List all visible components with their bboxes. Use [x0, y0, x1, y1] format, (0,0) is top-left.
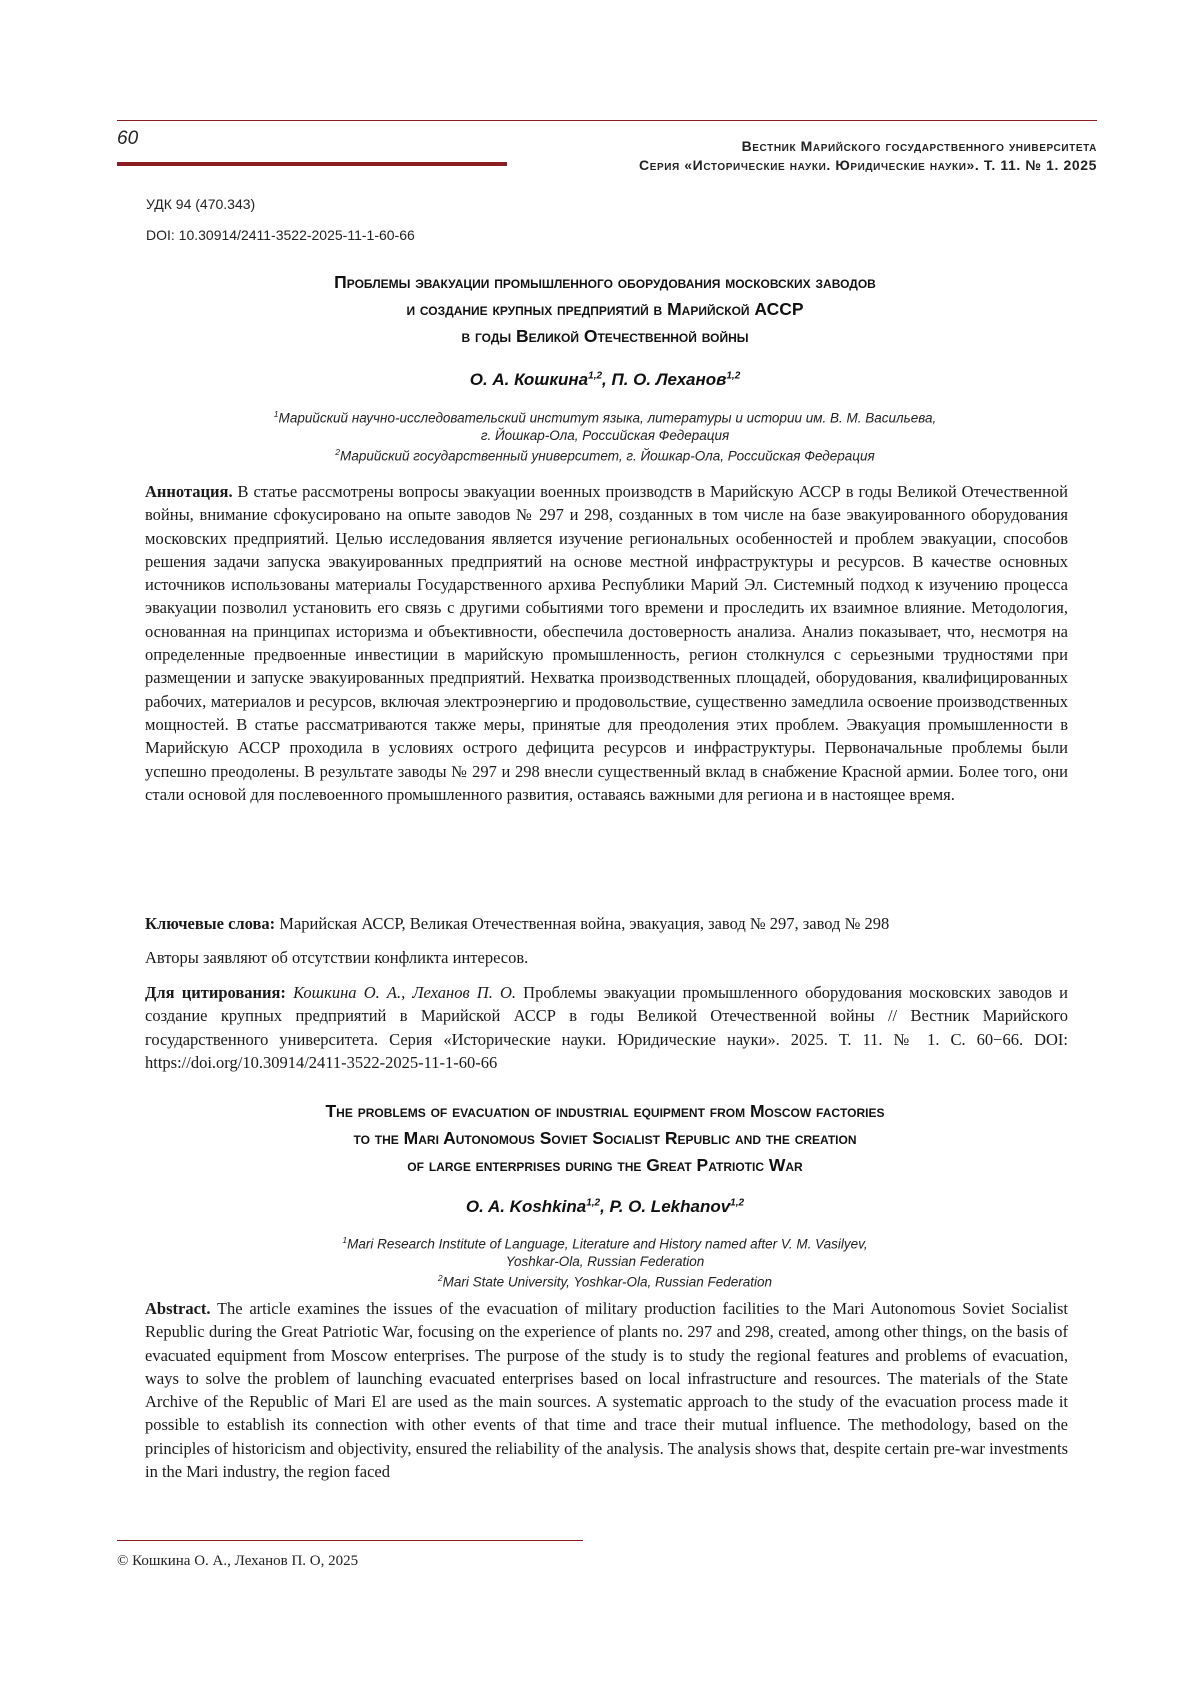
keywords-ru: [145, 912, 1068, 935]
conflict-of-interest: Авторы заявляют об отсутствии конфликта интересов.: [145, 948, 529, 967]
abstract-en: [145, 1297, 1068, 1483]
article-title-ru: [120, 269, 1090, 350]
title-line: of large enterprises during the Great Patriotic War: [407, 1155, 803, 1175]
affiliation-line: г. Йошкар-Ола, Российская Федерация: [480, 427, 730, 443]
affiliation-line: Mari State University, Yoshkar-Ola, Russian Federation: [442, 1274, 773, 1289]
author-name: O. A. Koshkina: [465, 1197, 587, 1216]
affiliations-ru: [150, 406, 1060, 464]
authors-en: [120, 1197, 1090, 1217]
title-line: to the Mari Autonomous Soviet Socialist Republic and the creation: [353, 1128, 857, 1148]
doi[interactable]: DOI: 10.30914/2411-3522-2025-11-1-60-66: [146, 227, 415, 243]
citation: [145, 981, 1068, 1074]
author-name: П. О. Леханов: [611, 370, 727, 389]
journal-name: Вестник Марийского государственного университета: [741, 138, 1097, 154]
keywords-text: Марийская АССР, Великая Отечественная война, эвакуация, завод № 297, завод № 298: [275, 914, 890, 933]
title-line: и создание крупных предприятий в Марийской АССР: [406, 299, 804, 319]
journal-header: [639, 137, 1097, 175]
abstract-ru: [145, 480, 1068, 806]
title-line: The problems of evacuation of industrial equipment from Moscow factories: [325, 1101, 885, 1121]
author-affiliation-marker: 1,2: [726, 370, 741, 382]
citation-text: Проблемы эвакуации промышленного оборудования московских заводов и создание крупных предприятий в Марийской АССР в годы Великой Отечественной войны // Вестник Марийского государственного университета. Серия «Исторические науки. Юридические науки». 2025. Т. 11. № 1. С. 60−66. DOI: https://doi.org/10.30914/2411-3522-2025-11-1-60-66: [145, 983, 1068, 1072]
affiliation-line: Марийский государственный университет, г. Йошкар-Ола, Российская Федерация: [339, 448, 875, 463]
footnote-rule: [117, 1540, 583, 1541]
affiliation-marker: 1: [273, 409, 279, 419]
affiliation-line: Yoshkar-Ola, Russian Federation: [505, 1253, 705, 1269]
copyright-notice: © Кошкина О. А., Леханов П. О, 2025: [117, 1553, 359, 1569]
affiliation-line: Марийский научно-исследовательский институт языка, литературы и истории им. В. М. Васильева,: [278, 410, 937, 426]
affiliation-marker: 1: [342, 1235, 348, 1245]
journal-series: Серия «Исторические науки. Юридические науки». Т. 11. № 1. 2025: [638, 157, 1097, 173]
abstract-label: Аннотация.: [145, 482, 233, 501]
affiliation-marker: 2: [335, 446, 340, 457]
title-line: в годы Великой Отечественной войны: [461, 326, 749, 346]
author-name: О. А. Кошкина: [469, 370, 589, 389]
abstract-label: Abstract.: [145, 1299, 211, 1318]
author-affiliation-marker: 1,2: [730, 1197, 745, 1209]
author-affiliation-marker: 1,2: [588, 370, 603, 382]
author-separator: ,: [602, 370, 612, 389]
authors-ru: [120, 370, 1090, 390]
title-line: Проблемы эвакуации промышленного оборудования московских заводов: [334, 272, 876, 292]
abstract-text: В статье рассмотрены вопросы эвакуации военных производств в Марийскую АССР в годы Великой Отечественной войны, внимание сфокусировано на опыте заводов № 297 и 298, созданных в том числе на базе эвакуированного оборудования московских предприятий. Целью исследования является изучение региональных особенностей и проблем эвакуации, способов решения задачи запуска эвакуированных предприятий на основе местной инфраструктуры и ресурсов. В качестве основных источников использованы материалы Государственного архива Республики Марий Эл. Системный подход к изучению процесса эвакуации позволил установить его связь с другими событиями того времени и проследить их взаимное влияние. Методология, основанная на принципах историзма и объективности, обеспечила достоверность анализа. Анализ показывает, что, несмотря на определенные предвоенные инвестиции в марийскую промышленность, регион столкнулся с серьезными трудностями при размещении и запуске эвакуированных предприятий. Нехватка производственных площадей, оборудования, квалифицированных рабочих, материалов и ресурсов, включая электроэнергию и продовольствие, существенно замедлила освоение производственных мощностей. В статье рассматриваются также меры, принятые для преодоления этих проблем. Эвакуация промышленности в Марийскую АССР проходила в условиях острого дефицита ресурсов и инфраструктуры. Первоначальные проблемы были успешно преодолены. В результате заводы № 297 и 298 внесли существенный вклад в снабжение Красной армии. Более того, они стали основой для послевоенного промышленного развития, оставаясь важными для региона и в настоящее время.: [145, 482, 1068, 804]
affiliation-line: Mari Research Institute of Language, Literature and History named after V. M. Vasilyev,: [347, 1236, 868, 1252]
page-number: 60: [117, 128, 139, 149]
udk-code: УДК 94 (470.343): [146, 196, 256, 212]
author-name: P. O. Lekhanov: [609, 1197, 731, 1216]
affiliations-en: [150, 1232, 1060, 1290]
keywords-label: Ключевые слова:: [145, 914, 276, 933]
author-separator: ,: [600, 1197, 610, 1216]
header-rule: [117, 120, 1097, 121]
abstract-text: The article examines the issues of the evacuation of military production facilities to the Mari Autonomous Soviet Socialist Republic during the Great Patriotic War, focusing on the experience of plants no. 297 and 298, created, among other things, on the basis of evacuated equipment from Moscow enterprises. The purpose of the study is to study the regional features and problems of evacuation, ways to solve the problem of launching evacuated enterprises based on local infrastructure and resources. The materials of the State Archive of the Republic of Mari El are used as the main sources. A systematic approach to the study of the evacuation process made it possible to establish its connection with other events of that time and trace their mutual influence. The methodology, based on the principles of historicism and objectivity, ensured the reliability of the analysis. The analysis shows that, despite certain pre-war investments in the Mari industry, the region faced: [145, 1299, 1068, 1482]
citation-authors: Кошкина О. А., Леханов П. О.: [285, 983, 517, 1002]
affiliation-marker: 2: [437, 1272, 443, 1283]
article-title-en: [120, 1098, 1090, 1179]
header-accent-rule: [117, 162, 507, 166]
citation-label: Для цитирования:: [145, 983, 286, 1002]
author-affiliation-marker: 1,2: [586, 1197, 601, 1209]
